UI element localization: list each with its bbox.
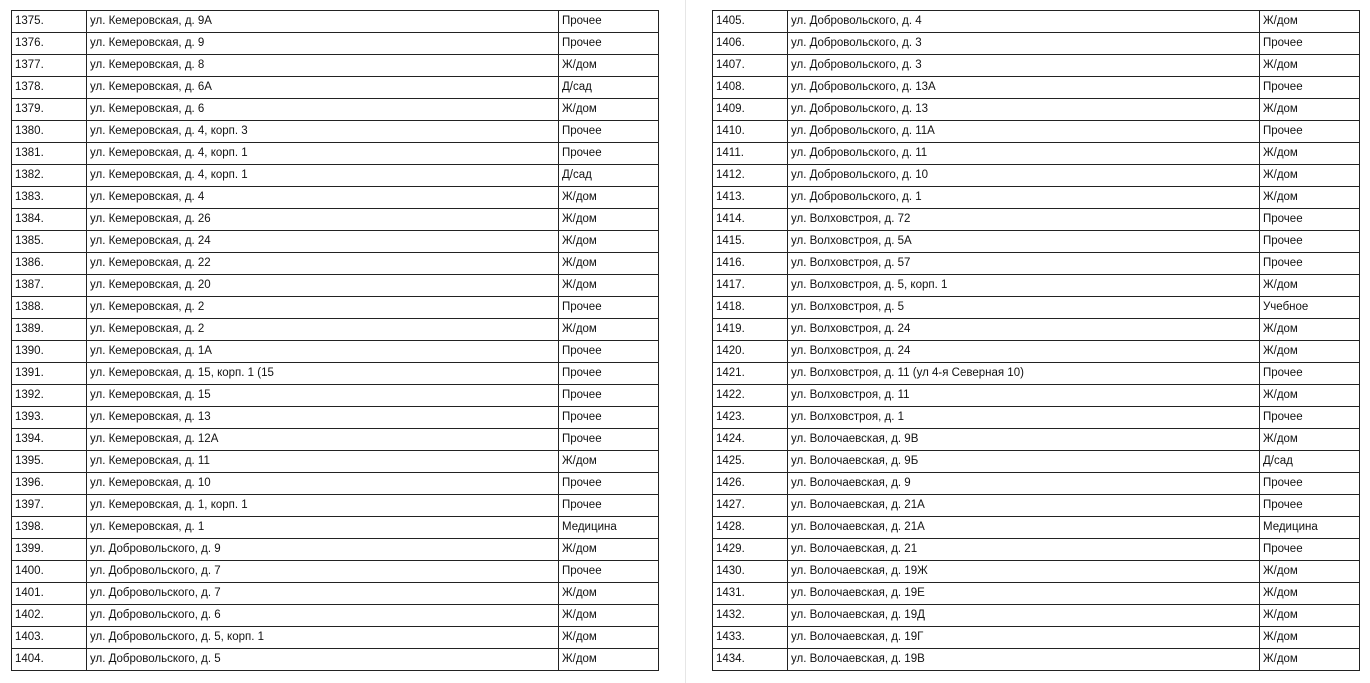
object-type-cell: Прочее <box>559 297 659 319</box>
address-cell: ул. Добровольского, д. 7 <box>87 583 559 605</box>
table-row <box>713 495 1360 517</box>
object-type-cell: Прочее <box>559 385 659 407</box>
row-number: 1412. <box>713 165 788 187</box>
row-number: 1404. <box>12 649 87 671</box>
table-row <box>12 473 659 495</box>
row-number: 1417. <box>713 275 788 297</box>
row-number: 1416. <box>713 253 788 275</box>
table-row <box>713 341 1360 363</box>
object-type-cell: Ж/дом <box>1260 275 1360 297</box>
row-number: 1393. <box>12 407 87 429</box>
address-cell: ул. Добровольского, д. 11 <box>788 143 1260 165</box>
address-cell: ул. Кемеровская, д. 2 <box>87 319 559 341</box>
address-cell: ул. Волочаевская, д. 19Д <box>788 605 1260 627</box>
object-type-cell: Ж/дом <box>1260 605 1360 627</box>
table-row <box>12 341 659 363</box>
row-number: 1429. <box>713 539 788 561</box>
table-row <box>713 99 1360 121</box>
table-row <box>713 121 1360 143</box>
address-cell: ул. Волховстроя, д. 5А <box>788 231 1260 253</box>
object-type-cell: Ж/дом <box>559 99 659 121</box>
address-cell: ул. Волочаевская, д. 19В <box>788 649 1260 671</box>
row-number: 1386. <box>12 253 87 275</box>
table-row <box>12 11 659 33</box>
row-number: 1419. <box>713 319 788 341</box>
object-type-cell: Прочее <box>1260 209 1360 231</box>
object-type-cell: Ж/дом <box>1260 627 1360 649</box>
row-number: 1382. <box>12 165 87 187</box>
row-number: 1432. <box>713 605 788 627</box>
table-row <box>12 99 659 121</box>
table-row <box>713 385 1360 407</box>
row-number: 1394. <box>12 429 87 451</box>
object-type-cell: Ж/дом <box>1260 561 1360 583</box>
row-number: 1428. <box>713 517 788 539</box>
table-row <box>713 605 1360 627</box>
address-table-left <box>11 10 659 671</box>
address-cell: ул. Кемеровская, д. 22 <box>87 253 559 275</box>
table-row <box>12 561 659 583</box>
row-number: 1389. <box>12 319 87 341</box>
row-number: 1385. <box>12 231 87 253</box>
row-number: 1388. <box>12 297 87 319</box>
table-row <box>12 319 659 341</box>
object-type-cell: Д/сад <box>559 77 659 99</box>
address-cell: ул. Кемеровская, д. 1А <box>87 341 559 363</box>
address-cell: ул. Кемеровская, д. 24 <box>87 231 559 253</box>
address-cell: ул. Волховстроя, д. 5 <box>788 297 1260 319</box>
row-number: 1391. <box>12 363 87 385</box>
table-row <box>12 495 659 517</box>
object-type-cell: Ж/дом <box>559 319 659 341</box>
row-number: 1390. <box>12 341 87 363</box>
address-cell: ул. Волховстроя, д. 57 <box>788 253 1260 275</box>
table-row <box>713 187 1360 209</box>
row-number: 1383. <box>12 187 87 209</box>
row-number: 1422. <box>713 385 788 407</box>
table-row <box>12 209 659 231</box>
object-type-cell: Ж/дом <box>559 539 659 561</box>
row-number: 1421. <box>713 363 788 385</box>
table-row <box>12 121 659 143</box>
table-row <box>12 253 659 275</box>
address-cell: ул. Волочаевская, д. 9 <box>788 473 1260 495</box>
table-row <box>12 429 659 451</box>
object-type-cell: Ж/дом <box>1260 649 1360 671</box>
row-number: 1392. <box>12 385 87 407</box>
address-cell: ул. Добровольского, д. 7 <box>87 561 559 583</box>
object-type-cell: Прочее <box>559 495 659 517</box>
table-row <box>12 363 659 385</box>
table-row <box>12 33 659 55</box>
address-cell: ул. Кемеровская, д. 20 <box>87 275 559 297</box>
table-row <box>12 231 659 253</box>
row-number: 1415. <box>713 231 788 253</box>
table-row <box>713 275 1360 297</box>
object-type-cell: Д/сад <box>559 165 659 187</box>
table-row <box>12 517 659 539</box>
object-type-cell: Прочее <box>1260 77 1360 99</box>
row-number: 1379. <box>12 99 87 121</box>
address-cell: ул. Волочаевская, д. 9В <box>788 429 1260 451</box>
row-number: 1396. <box>12 473 87 495</box>
table-row <box>713 429 1360 451</box>
row-number: 1378. <box>12 77 87 99</box>
address-cell: ул. Волховстроя, д. 1 <box>788 407 1260 429</box>
object-type-cell: Ж/дом <box>1260 99 1360 121</box>
object-type-cell: Прочее <box>559 561 659 583</box>
table-row <box>12 385 659 407</box>
table-row <box>12 605 659 627</box>
object-type-cell: Прочее <box>559 429 659 451</box>
address-cell: ул. Волочаевская, д. 19Ж <box>788 561 1260 583</box>
object-type-cell: Ж/дом <box>559 231 659 253</box>
row-number: 1410. <box>713 121 788 143</box>
address-cell: ул. Кемеровская, д. 11 <box>87 451 559 473</box>
object-type-cell: Ж/дом <box>559 253 659 275</box>
table-row <box>713 407 1360 429</box>
table-row <box>713 363 1360 385</box>
row-number: 1408. <box>713 77 788 99</box>
table-row <box>12 275 659 297</box>
address-cell: ул. Добровольского, д. 13 <box>788 99 1260 121</box>
table-row <box>713 33 1360 55</box>
object-type-cell: Ж/дом <box>1260 429 1360 451</box>
row-number: 1377. <box>12 55 87 77</box>
object-type-cell: Прочее <box>1260 363 1360 385</box>
address-cell: ул. Добровольского, д. 10 <box>788 165 1260 187</box>
row-number: 1387. <box>12 275 87 297</box>
object-type-cell: Прочее <box>559 33 659 55</box>
address-cell: ул. Кемеровская, д. 4, корп. 1 <box>87 143 559 165</box>
object-type-cell: Прочее <box>559 341 659 363</box>
row-number: 1418. <box>713 297 788 319</box>
address-cell: ул. Кемеровская, д. 2 <box>87 297 559 319</box>
object-type-cell: Прочее <box>559 121 659 143</box>
address-cell: ул. Добровольского, д. 3 <box>788 33 1260 55</box>
address-table-right <box>712 10 1360 671</box>
address-cell: ул. Кемеровская, д. 1 <box>87 517 559 539</box>
object-type-cell: Ж/дом <box>559 605 659 627</box>
address-cell: ул. Добровольского, д. 13А <box>788 77 1260 99</box>
object-type-cell: Ж/дом <box>1260 143 1360 165</box>
row-number: 1403. <box>12 627 87 649</box>
address-cell: ул. Кемеровская, д. 13 <box>87 407 559 429</box>
object-type-cell: Ж/дом <box>559 583 659 605</box>
address-cell: ул. Добровольского, д. 1 <box>788 187 1260 209</box>
right-table-body <box>713 11 1360 671</box>
row-number: 1395. <box>12 451 87 473</box>
address-cell: ул. Кемеровская, д. 26 <box>87 209 559 231</box>
address-cell: ул. Кемеровская, д. 8 <box>87 55 559 77</box>
address-cell: ул. Кемеровская, д. 15 <box>87 385 559 407</box>
table-row <box>12 539 659 561</box>
table-row <box>713 143 1360 165</box>
table-row <box>713 209 1360 231</box>
table-row <box>12 55 659 77</box>
object-type-cell: Медицина <box>1260 517 1360 539</box>
address-cell: ул. Волочаевская, д. 21 <box>788 539 1260 561</box>
row-number: 1409. <box>713 99 788 121</box>
object-type-cell: Прочее <box>559 473 659 495</box>
object-type-cell: Прочее <box>559 143 659 165</box>
row-number: 1406. <box>713 33 788 55</box>
object-type-cell: Ж/дом <box>559 55 659 77</box>
row-number: 1380. <box>12 121 87 143</box>
table-row <box>12 451 659 473</box>
row-number: 1398. <box>12 517 87 539</box>
address-cell: ул. Добровольского, д. 6 <box>87 605 559 627</box>
object-type-cell: Ж/дом <box>559 209 659 231</box>
address-cell: ул. Кемеровская, д. 9 <box>87 33 559 55</box>
address-cell: ул. Добровольского, д. 11А <box>788 121 1260 143</box>
row-number: 1397. <box>12 495 87 517</box>
row-number: 1414. <box>713 209 788 231</box>
object-type-cell: Ж/дом <box>1260 385 1360 407</box>
address-cell: ул. Кемеровская, д. 1, корп. 1 <box>87 495 559 517</box>
address-cell: ул. Волочаевская, д. 21А <box>788 517 1260 539</box>
address-cell: ул. Волховстроя, д. 24 <box>788 319 1260 341</box>
address-cell: ул. Волочаевская, д. 19Г <box>788 627 1260 649</box>
row-number: 1424. <box>713 429 788 451</box>
row-number: 1427. <box>713 495 788 517</box>
table-row <box>713 231 1360 253</box>
table-row <box>713 539 1360 561</box>
table-row <box>713 627 1360 649</box>
address-cell: ул. Волховстроя, д. 72 <box>788 209 1260 231</box>
address-cell: ул. Волочаевская, д. 19Е <box>788 583 1260 605</box>
object-type-cell: Прочее <box>1260 253 1360 275</box>
object-type-cell: Прочее <box>559 363 659 385</box>
page-divider <box>685 0 686 683</box>
object-type-cell: Прочее <box>1260 121 1360 143</box>
object-type-cell: Ж/дом <box>1260 11 1360 33</box>
row-number: 1384. <box>12 209 87 231</box>
row-number: 1375. <box>12 11 87 33</box>
object-type-cell: Ж/дом <box>1260 187 1360 209</box>
table-row <box>12 407 659 429</box>
row-number: 1430. <box>713 561 788 583</box>
address-cell: ул. Волочаевская, д. 21А <box>788 495 1260 517</box>
address-cell: ул. Волочаевская, д. 9Б <box>788 451 1260 473</box>
object-type-cell: Ж/дом <box>1260 341 1360 363</box>
row-number: 1376. <box>12 33 87 55</box>
table-row <box>713 583 1360 605</box>
row-number: 1401. <box>12 583 87 605</box>
table-row <box>12 77 659 99</box>
table-row <box>713 297 1360 319</box>
table-row <box>12 187 659 209</box>
table-row <box>713 451 1360 473</box>
object-type-cell: Прочее <box>559 11 659 33</box>
row-number: 1413. <box>713 187 788 209</box>
left-table-body <box>12 11 659 671</box>
object-type-cell: Медицина <box>559 517 659 539</box>
row-number: 1431. <box>713 583 788 605</box>
object-type-cell: Ж/дом <box>559 275 659 297</box>
table-row <box>713 649 1360 671</box>
address-cell: ул. Добровольского, д. 9 <box>87 539 559 561</box>
address-cell: ул. Добровольского, д. 5, корп. 1 <box>87 627 559 649</box>
address-cell: ул. Кемеровская, д. 12А <box>87 429 559 451</box>
row-number: 1402. <box>12 605 87 627</box>
address-cell: ул. Волховстроя, д. 5, корп. 1 <box>788 275 1260 297</box>
row-number: 1407. <box>713 55 788 77</box>
row-number: 1411. <box>713 143 788 165</box>
object-type-cell: Ж/дом <box>1260 319 1360 341</box>
address-cell: ул. Кемеровская, д. 4, корп. 1 <box>87 165 559 187</box>
row-number: 1405. <box>713 11 788 33</box>
table-row <box>713 253 1360 275</box>
address-cell: ул. Кемеровская, д. 4, корп. 3 <box>87 121 559 143</box>
object-type-cell: Ж/дом <box>1260 583 1360 605</box>
table-row <box>12 297 659 319</box>
table-row <box>713 319 1360 341</box>
row-number: 1399. <box>12 539 87 561</box>
address-cell: ул. Кемеровская, д. 10 <box>87 473 559 495</box>
object-type-cell: Ж/дом <box>559 451 659 473</box>
object-type-cell: Прочее <box>1260 33 1360 55</box>
object-type-cell: Д/сад <box>1260 451 1360 473</box>
row-number: 1425. <box>713 451 788 473</box>
address-cell: ул. Добровольского, д. 3 <box>788 55 1260 77</box>
table-row <box>12 165 659 187</box>
table-row <box>713 517 1360 539</box>
row-number: 1381. <box>12 143 87 165</box>
address-cell: ул. Волховстроя, д. 24 <box>788 341 1260 363</box>
address-cell: ул. Кемеровская, д. 4 <box>87 187 559 209</box>
object-type-cell: Прочее <box>559 407 659 429</box>
table-row <box>12 649 659 671</box>
table-row <box>12 583 659 605</box>
object-type-cell: Прочее <box>1260 495 1360 517</box>
table-row <box>713 55 1360 77</box>
row-number: 1420. <box>713 341 788 363</box>
object-type-cell: Ж/дом <box>559 627 659 649</box>
address-cell: ул. Кемеровская, д. 9А <box>87 11 559 33</box>
object-type-cell: Ж/дом <box>1260 55 1360 77</box>
object-type-cell: Ж/дом <box>559 187 659 209</box>
object-type-cell: Прочее <box>1260 231 1360 253</box>
table-row <box>713 561 1360 583</box>
row-number: 1426. <box>713 473 788 495</box>
row-number: 1434. <box>713 649 788 671</box>
address-cell: ул. Добровольского, д. 5 <box>87 649 559 671</box>
table-row <box>12 627 659 649</box>
object-type-cell: Ж/дом <box>559 649 659 671</box>
table-row <box>12 143 659 165</box>
address-cell: ул. Волховстроя, д. 11 (ул 4-я Северная 10) <box>788 363 1260 385</box>
row-number: 1423. <box>713 407 788 429</box>
table-row <box>713 473 1360 495</box>
address-cell: ул. Кемеровская, д. 6 <box>87 99 559 121</box>
object-type-cell: Прочее <box>1260 539 1360 561</box>
address-cell: ул. Добровольского, д. 4 <box>788 11 1260 33</box>
row-number: 1400. <box>12 561 87 583</box>
table-row <box>713 77 1360 99</box>
table-row <box>713 165 1360 187</box>
object-type-cell: Прочее <box>1260 473 1360 495</box>
object-type-cell: Прочее <box>1260 407 1360 429</box>
object-type-cell: Учебное <box>1260 297 1360 319</box>
row-number: 1433. <box>713 627 788 649</box>
table-row <box>713 11 1360 33</box>
address-cell: ул. Кемеровская, д. 6А <box>87 77 559 99</box>
address-cell: ул. Кемеровская, д. 15, корп. 1 (15 <box>87 363 559 385</box>
object-type-cell: Ж/дом <box>1260 165 1360 187</box>
address-cell: ул. Волховстроя, д. 11 <box>788 385 1260 407</box>
